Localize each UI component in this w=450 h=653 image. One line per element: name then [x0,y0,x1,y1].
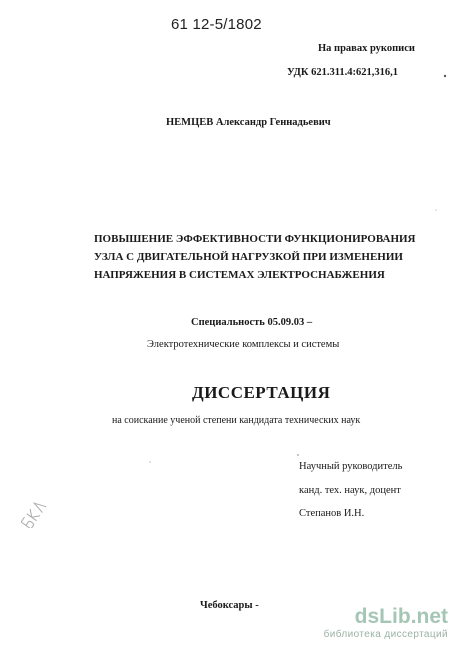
watermark [270,606,448,640]
library-stamp-icon [14,500,54,528]
title-line-2: УЗЛА С ДВИГАТЕЛЬНОЙ НАГРУЗКОЙ ПРИ ИЗМЕНЕНИИ [94,251,403,263]
dissertation-title [94,230,416,284]
supervisor-name: Степанов И.Н. [299,508,365,519]
specialty-name: Электротехнические комплексы и системы [147,339,340,350]
watermark-subtitle: библиотека диссертаций [323,629,448,640]
title-line-3: НАПРЯЖЕНИЯ В СИСТЕМАХ ЭЛЕКТРОСНАБЖЕНИЯ [94,269,385,281]
title-line-1: ПОВЫШЕНИЕ ЭФФЕКТИВНОСТИ ФУНКЦИОНИРОВАНИЯ [94,233,416,245]
udk-code: УДК 621.311.4:621,316,1 [287,67,399,78]
degree-description: на соискание ученой степени кандидата технических наук [112,415,361,426]
supervisor-role: Научный руководитель [299,461,403,472]
city-year: Чебоксары - [200,600,259,611]
watermark-logo: dsLib.net [354,605,448,628]
archive-code: 61 12-5/1802 [171,16,262,33]
supervisor-degree: канд. тех. наук, доцент [299,485,401,496]
document-type-heading: ДИССЕРТАЦИЯ [192,383,331,402]
specialty-code: Специальность 05.09.03 – [191,317,313,328]
rights-notice: На правах рукописи [318,43,415,54]
author-name: НЕМЦЕВ Александр Геннадьевич [166,117,331,128]
